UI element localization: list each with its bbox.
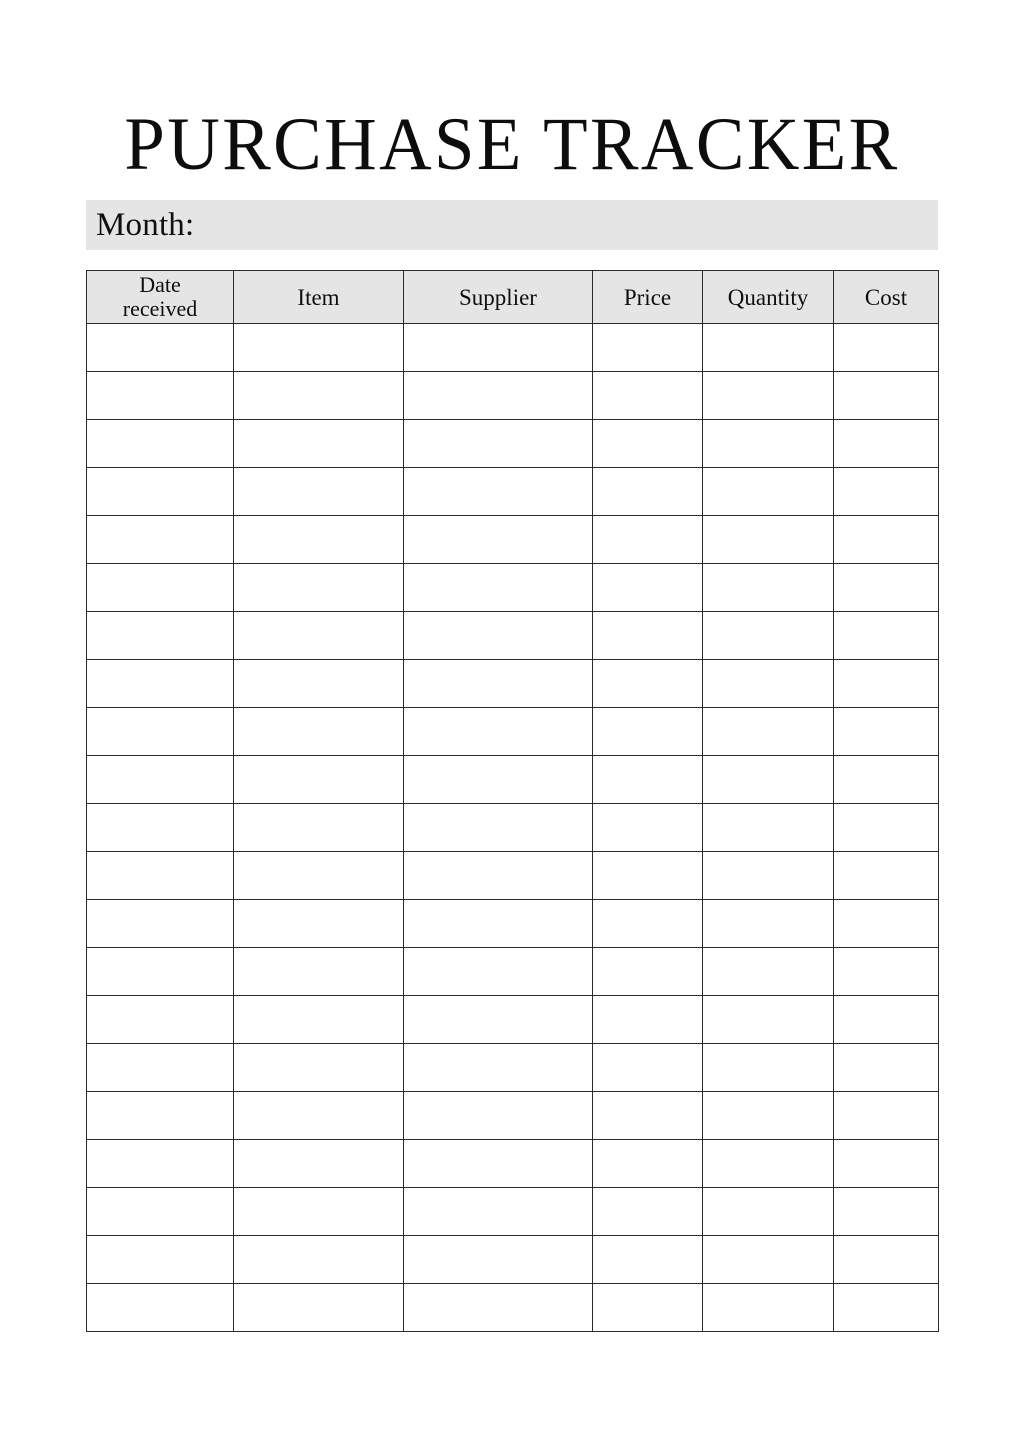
cell-supplier[interactable] [404, 756, 593, 804]
cell-quantity[interactable] [703, 372, 834, 420]
cell-date_received[interactable] [87, 516, 234, 564]
cell-cost[interactable] [834, 324, 939, 372]
cell-quantity[interactable] [703, 612, 834, 660]
cell-price[interactable] [593, 1092, 703, 1140]
cell-date_received[interactable] [87, 372, 234, 420]
cell-item[interactable] [234, 1140, 404, 1188]
cell-date_received[interactable] [87, 996, 234, 1044]
cell-quantity[interactable] [703, 1140, 834, 1188]
month-label: Month: [96, 207, 195, 243]
cell-quantity[interactable] [703, 420, 834, 468]
table-row[interactable] [87, 1236, 939, 1284]
cell-supplier[interactable] [404, 1236, 593, 1284]
table-header-row [87, 271, 939, 324]
table-row[interactable] [87, 708, 939, 756]
cell-supplier[interactable] [404, 852, 593, 900]
table-row[interactable] [87, 900, 939, 948]
month-field[interactable] [86, 200, 938, 250]
cell-item[interactable] [234, 1092, 404, 1140]
cell-date_received[interactable] [87, 804, 234, 852]
cell-supplier[interactable] [404, 372, 593, 420]
cell-price[interactable] [593, 900, 703, 948]
cell-cost[interactable] [834, 852, 939, 900]
cell-date_received[interactable] [87, 564, 234, 612]
table-row[interactable] [87, 756, 939, 804]
column-header-date-received [87, 271, 234, 324]
page-title: PURCHASE TRACKER [124, 103, 900, 187]
cell-quantity[interactable] [703, 804, 834, 852]
cell-quantity[interactable] [703, 324, 834, 372]
cell-item[interactable] [234, 804, 404, 852]
cell-date_received[interactable] [87, 708, 234, 756]
purchase-tracker-table [86, 270, 939, 1332]
cell-quantity[interactable] [703, 852, 834, 900]
cell-date_received[interactable] [87, 468, 234, 516]
table-row[interactable] [87, 996, 939, 1044]
cell-cost[interactable] [834, 1188, 939, 1236]
cell-item[interactable] [234, 564, 404, 612]
cell-item[interactable] [234, 900, 404, 948]
table-header [87, 271, 939, 324]
cell-price[interactable] [593, 612, 703, 660]
table-row[interactable] [87, 1092, 939, 1140]
table-row[interactable] [87, 420, 939, 468]
cell-item[interactable] [234, 324, 404, 372]
cell-price[interactable] [593, 708, 703, 756]
cell-price[interactable] [593, 516, 703, 564]
cell-supplier[interactable] [404, 1284, 593, 1332]
cell-date_received[interactable] [87, 852, 234, 900]
cell-price[interactable] [593, 324, 703, 372]
cell-supplier[interactable] [404, 420, 593, 468]
cell-supplier[interactable] [404, 804, 593, 852]
cell-supplier[interactable] [404, 660, 593, 708]
table-row[interactable] [87, 852, 939, 900]
cell-item[interactable] [234, 756, 404, 804]
cell-supplier[interactable] [404, 1140, 593, 1188]
cell-price[interactable] [593, 1188, 703, 1236]
cell-item[interactable] [234, 516, 404, 564]
cell-item[interactable] [234, 708, 404, 756]
cell-price[interactable] [593, 996, 703, 1044]
cell-date_received[interactable] [87, 756, 234, 804]
cell-quantity[interactable] [703, 516, 834, 564]
table-row[interactable] [87, 1140, 939, 1188]
cell-date_received[interactable] [87, 1236, 234, 1284]
cell-supplier[interactable] [404, 468, 593, 516]
cell-date_received[interactable] [87, 948, 234, 996]
table-body [87, 324, 939, 1332]
cell-price[interactable] [593, 1284, 703, 1332]
cell-cost[interactable] [834, 1044, 939, 1092]
cell-quantity[interactable] [703, 564, 834, 612]
cell-quantity[interactable] [703, 1236, 834, 1284]
cell-date_received[interactable] [87, 1140, 234, 1188]
column-header-quantity: Quantity [703, 271, 834, 324]
cell-cost[interactable] [834, 468, 939, 516]
table-row[interactable] [87, 564, 939, 612]
cell-item[interactable] [234, 948, 404, 996]
cell-cost[interactable] [834, 948, 939, 996]
cell-price[interactable] [593, 852, 703, 900]
cell-cost[interactable] [834, 804, 939, 852]
cell-cost[interactable] [834, 1140, 939, 1188]
cell-quantity[interactable] [703, 708, 834, 756]
cell-price[interactable] [593, 1044, 703, 1092]
cell-price[interactable] [593, 564, 703, 612]
column-header-date-received-line2: received [122, 296, 198, 321]
cell-date_received[interactable] [87, 612, 234, 660]
cell-date_received[interactable] [87, 1092, 234, 1140]
cell-item[interactable] [234, 996, 404, 1044]
cell-supplier[interactable] [404, 1188, 593, 1236]
table-row[interactable] [87, 516, 939, 564]
cell-cost[interactable] [834, 1236, 939, 1284]
cell-supplier[interactable] [404, 900, 593, 948]
cell-cost[interactable] [834, 372, 939, 420]
table-row[interactable] [87, 1044, 939, 1092]
cell-date_received[interactable] [87, 1188, 234, 1236]
cell-price[interactable] [593, 468, 703, 516]
cell-supplier[interactable] [404, 324, 593, 372]
cell-price[interactable] [593, 1140, 703, 1188]
cell-price[interactable] [593, 948, 703, 996]
cell-item[interactable] [234, 660, 404, 708]
table-row[interactable] [87, 324, 939, 372]
cell-cost[interactable] [834, 900, 939, 948]
cell-quantity[interactable] [703, 996, 834, 1044]
cell-price[interactable] [593, 804, 703, 852]
cell-quantity[interactable] [703, 1284, 834, 1332]
cell-cost[interactable] [834, 1092, 939, 1140]
cell-quantity[interactable] [703, 1044, 834, 1092]
cell-cost[interactable] [834, 708, 939, 756]
cell-cost[interactable] [834, 564, 939, 612]
cell-cost[interactable] [834, 420, 939, 468]
cell-date_received[interactable] [87, 900, 234, 948]
cell-price[interactable] [593, 372, 703, 420]
cell-item[interactable] [234, 612, 404, 660]
cell-item[interactable] [234, 372, 404, 420]
cell-quantity[interactable] [703, 948, 834, 996]
cell-cost[interactable] [834, 516, 939, 564]
cell-date_received[interactable] [87, 324, 234, 372]
column-header-date-received-line1: Date [139, 272, 181, 297]
table-row[interactable] [87, 372, 939, 420]
cell-supplier[interactable] [404, 516, 593, 564]
cell-supplier[interactable] [404, 1092, 593, 1140]
table-row[interactable] [87, 948, 939, 996]
cell-item[interactable] [234, 1188, 404, 1236]
cell-cost[interactable] [834, 612, 939, 660]
table-row[interactable] [87, 468, 939, 516]
cell-item[interactable] [234, 852, 404, 900]
cell-item[interactable] [234, 468, 404, 516]
table-row[interactable] [87, 660, 939, 708]
cell-quantity[interactable] [703, 468, 834, 516]
column-header-item: Item [234, 271, 404, 324]
cell-supplier[interactable] [404, 612, 593, 660]
table-row[interactable] [87, 612, 939, 660]
table-row[interactable] [87, 1284, 939, 1332]
cell-date_received[interactable] [87, 1044, 234, 1092]
cell-supplier[interactable] [404, 1044, 593, 1092]
cell-price[interactable] [593, 660, 703, 708]
table-row[interactable] [87, 804, 939, 852]
cell-quantity[interactable] [703, 1092, 834, 1140]
cell-price[interactable] [593, 420, 703, 468]
cell-price[interactable] [593, 756, 703, 804]
cell-quantity[interactable] [703, 1188, 834, 1236]
cell-date_received[interactable] [87, 660, 234, 708]
cell-supplier[interactable] [404, 564, 593, 612]
cell-cost[interactable] [834, 996, 939, 1044]
column-header-price: Price [593, 271, 703, 324]
column-header-supplier: Supplier [404, 271, 593, 324]
cell-price[interactable] [593, 1236, 703, 1284]
cell-cost[interactable] [834, 660, 939, 708]
cell-supplier[interactable] [404, 708, 593, 756]
cell-supplier[interactable] [404, 948, 593, 996]
column-header-cost: Cost [834, 271, 939, 324]
cell-quantity[interactable] [703, 900, 834, 948]
cell-cost[interactable] [834, 756, 939, 804]
cell-quantity[interactable] [703, 660, 834, 708]
cell-item[interactable] [234, 1284, 404, 1332]
cell-date_received[interactable] [87, 420, 234, 468]
cell-quantity[interactable] [703, 756, 834, 804]
table-row[interactable] [87, 1188, 939, 1236]
cell-item[interactable] [234, 1236, 404, 1284]
cell-supplier[interactable] [404, 996, 593, 1044]
cell-cost[interactable] [834, 1284, 939, 1332]
cell-item[interactable] [234, 1044, 404, 1092]
cell-date_received[interactable] [87, 1284, 234, 1332]
cell-item[interactable] [234, 420, 404, 468]
